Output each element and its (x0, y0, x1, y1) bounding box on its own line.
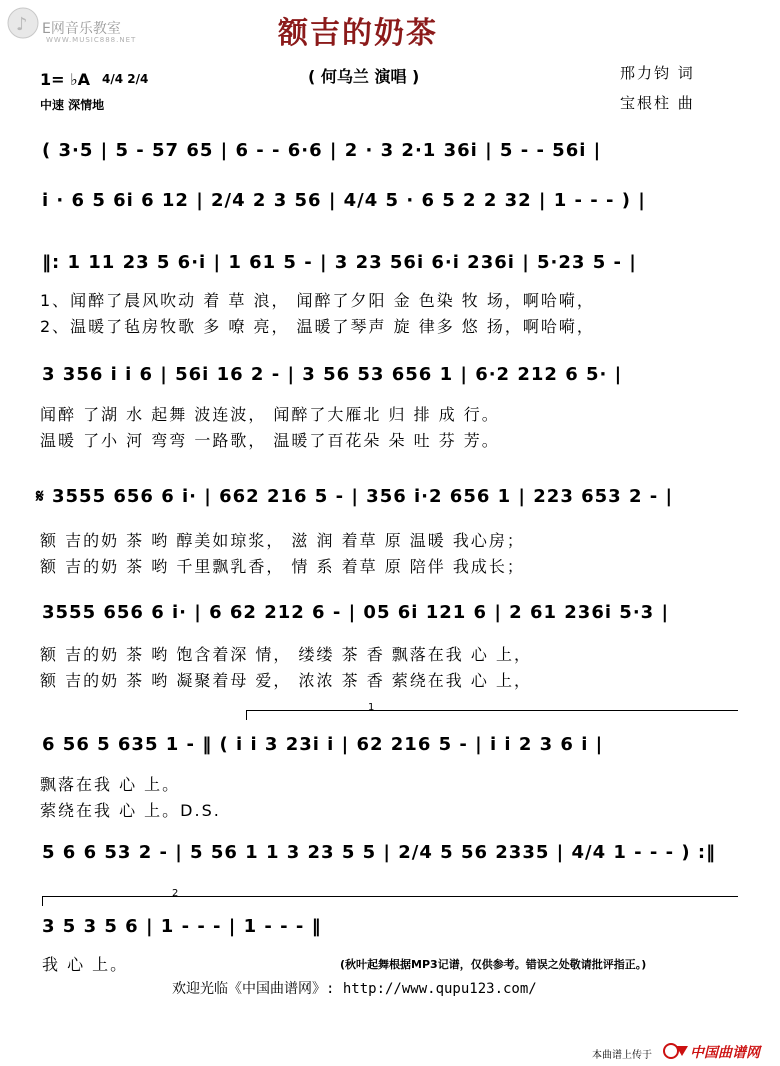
score-row-2: i · 6 5 6i 6 12 | 2/4 2 3 56 | 4/4 5 · 6 5 2 2 32 | 1 - - - ) | (42, 190, 646, 211)
volta-2-label: 2 (172, 888, 179, 899)
score-row-1: ( 3·5 | 5 - 57 65 | 6 - - 6·6 | 2 · 3 2·1 36i | 5 - - 56i | (42, 140, 602, 161)
svg-text:♪: ♪ (16, 14, 28, 35)
lyric-row-5-verse-1: 额 吉的奶 茶 哟 醇美如琼浆， 滋 润 着草 原 温暖 我心房； (40, 531, 525, 550)
score-row-4: 3 356 i i 6 | 56i 16 2 - | 3 56 53 656 1 | 6·2 212 6 5· | (42, 364, 623, 385)
page-title: 额吉的奶茶 (278, 16, 438, 51)
lyric-row-7-verse-1: 飘落在我 心 上。 (40, 775, 181, 794)
volta-1-label: 1 (368, 702, 375, 713)
key-signature: 1= ♭A (40, 70, 91, 89)
site-logo-url: WWW.MUSIC888.NET (46, 36, 137, 44)
score-row-7: 6 56 5 635 1 - ‖ ( i i 3 23i i | 62 216 5 - | i i 2 3 6 i | (42, 734, 604, 755)
lyric-row-3-verse-1: 1、闻醉了晨风吹动 着 草 浪， 闻醉了夕阳 金 色染 牧 场，啊哈嗬， (40, 291, 595, 310)
score-row-3: ‖: 1 11 23 5 6·i | 1 61 5 - | 3 23 56i 6·i 236i | 5·23 5 - | (42, 252, 637, 273)
time-signature: 4/4 2/4 (102, 72, 149, 86)
site-logo-text: E网音乐教室 (42, 21, 121, 37)
volta-1-bracket (246, 710, 738, 711)
tempo-marking: 中速 深情地 (40, 98, 105, 112)
lyric-row-4-verse-2: 温暖 了小 河 弯弯 一路歌， 温暖了百花朵 朵 吐 芬 芳。 (40, 431, 500, 450)
welcome-link-text: 欢迎光临《中国曲谱网》: http://www.qupu123.com/ (172, 981, 537, 997)
volta-2-bracket (42, 896, 738, 897)
score-row-8: 5 6 6 53 2 - | 5 56 1 1 3 23 5 5 | 2/4 5 56 2335 | 4/4 1 - - - ) :‖ (42, 842, 717, 863)
brand-logo-icon (662, 1042, 690, 1060)
upload-credit: 本曲谱上传于 (592, 1050, 652, 1061)
score-row-9: 3 5 3 5 6 | 1 - - - | 1 - - - ‖ (42, 916, 322, 937)
lyric-row-7-verse-2: 萦绕在我 心 上。D.S. (40, 801, 221, 820)
lyric-row-4-verse-1: 闻醉 了湖 水 起舞 波连波， 闻醉了大雁北 归 排 成 行。 (40, 405, 500, 424)
brand-name: 中国曲谱网 (690, 1045, 760, 1061)
lyricist-credit: 邢力钧 词 (620, 64, 695, 82)
lyric-row-6-verse-2: 额 吉的奶 茶 哟 凝聚着母 爱， 浓浓 茶 香 萦绕在我 心 上， (40, 671, 532, 690)
lyric-row-5-verse-2: 额 吉的奶 茶 哟 千里飘乳香， 情 系 着草 原 陪伴 我成长； (40, 557, 525, 576)
transcription-note: (秋叶起舞根据MP3记谱，仅供参考。错误之处敬请批评指正。) (340, 958, 647, 971)
volta-1-bracket-start (246, 710, 247, 720)
logo-icon (6, 6, 40, 40)
score-row-5: 𝄋 3555 656 6 i· | 662 216 5 - | 356 i·2 656 1 | 223 653 2 - | (36, 486, 674, 507)
lyric-row-3-verse-2: 2、温暖了毡房牧歌 多 嘹 亮， 温暖了琴声 旋 律多 悠 扬，啊哈嗬， (40, 317, 595, 336)
lyric-row-9: 我 心 上。 (42, 955, 129, 974)
volta-2-bracket-start (42, 896, 43, 906)
composer-credit: 宝根柱 曲 (620, 94, 695, 112)
score-row-6: 3555 656 6 i· | 6 62 212 6 - | 05 6i 121 6 | 2 61 236i 5·3 | (42, 602, 670, 623)
performer: ( 何乌兰 演唱 ) (308, 67, 420, 86)
lyric-row-6-verse-1: 额 吉的奶 茶 哟 饱含着深 情， 缕缕 茶 香 飘落在我 心 上， (40, 645, 532, 664)
